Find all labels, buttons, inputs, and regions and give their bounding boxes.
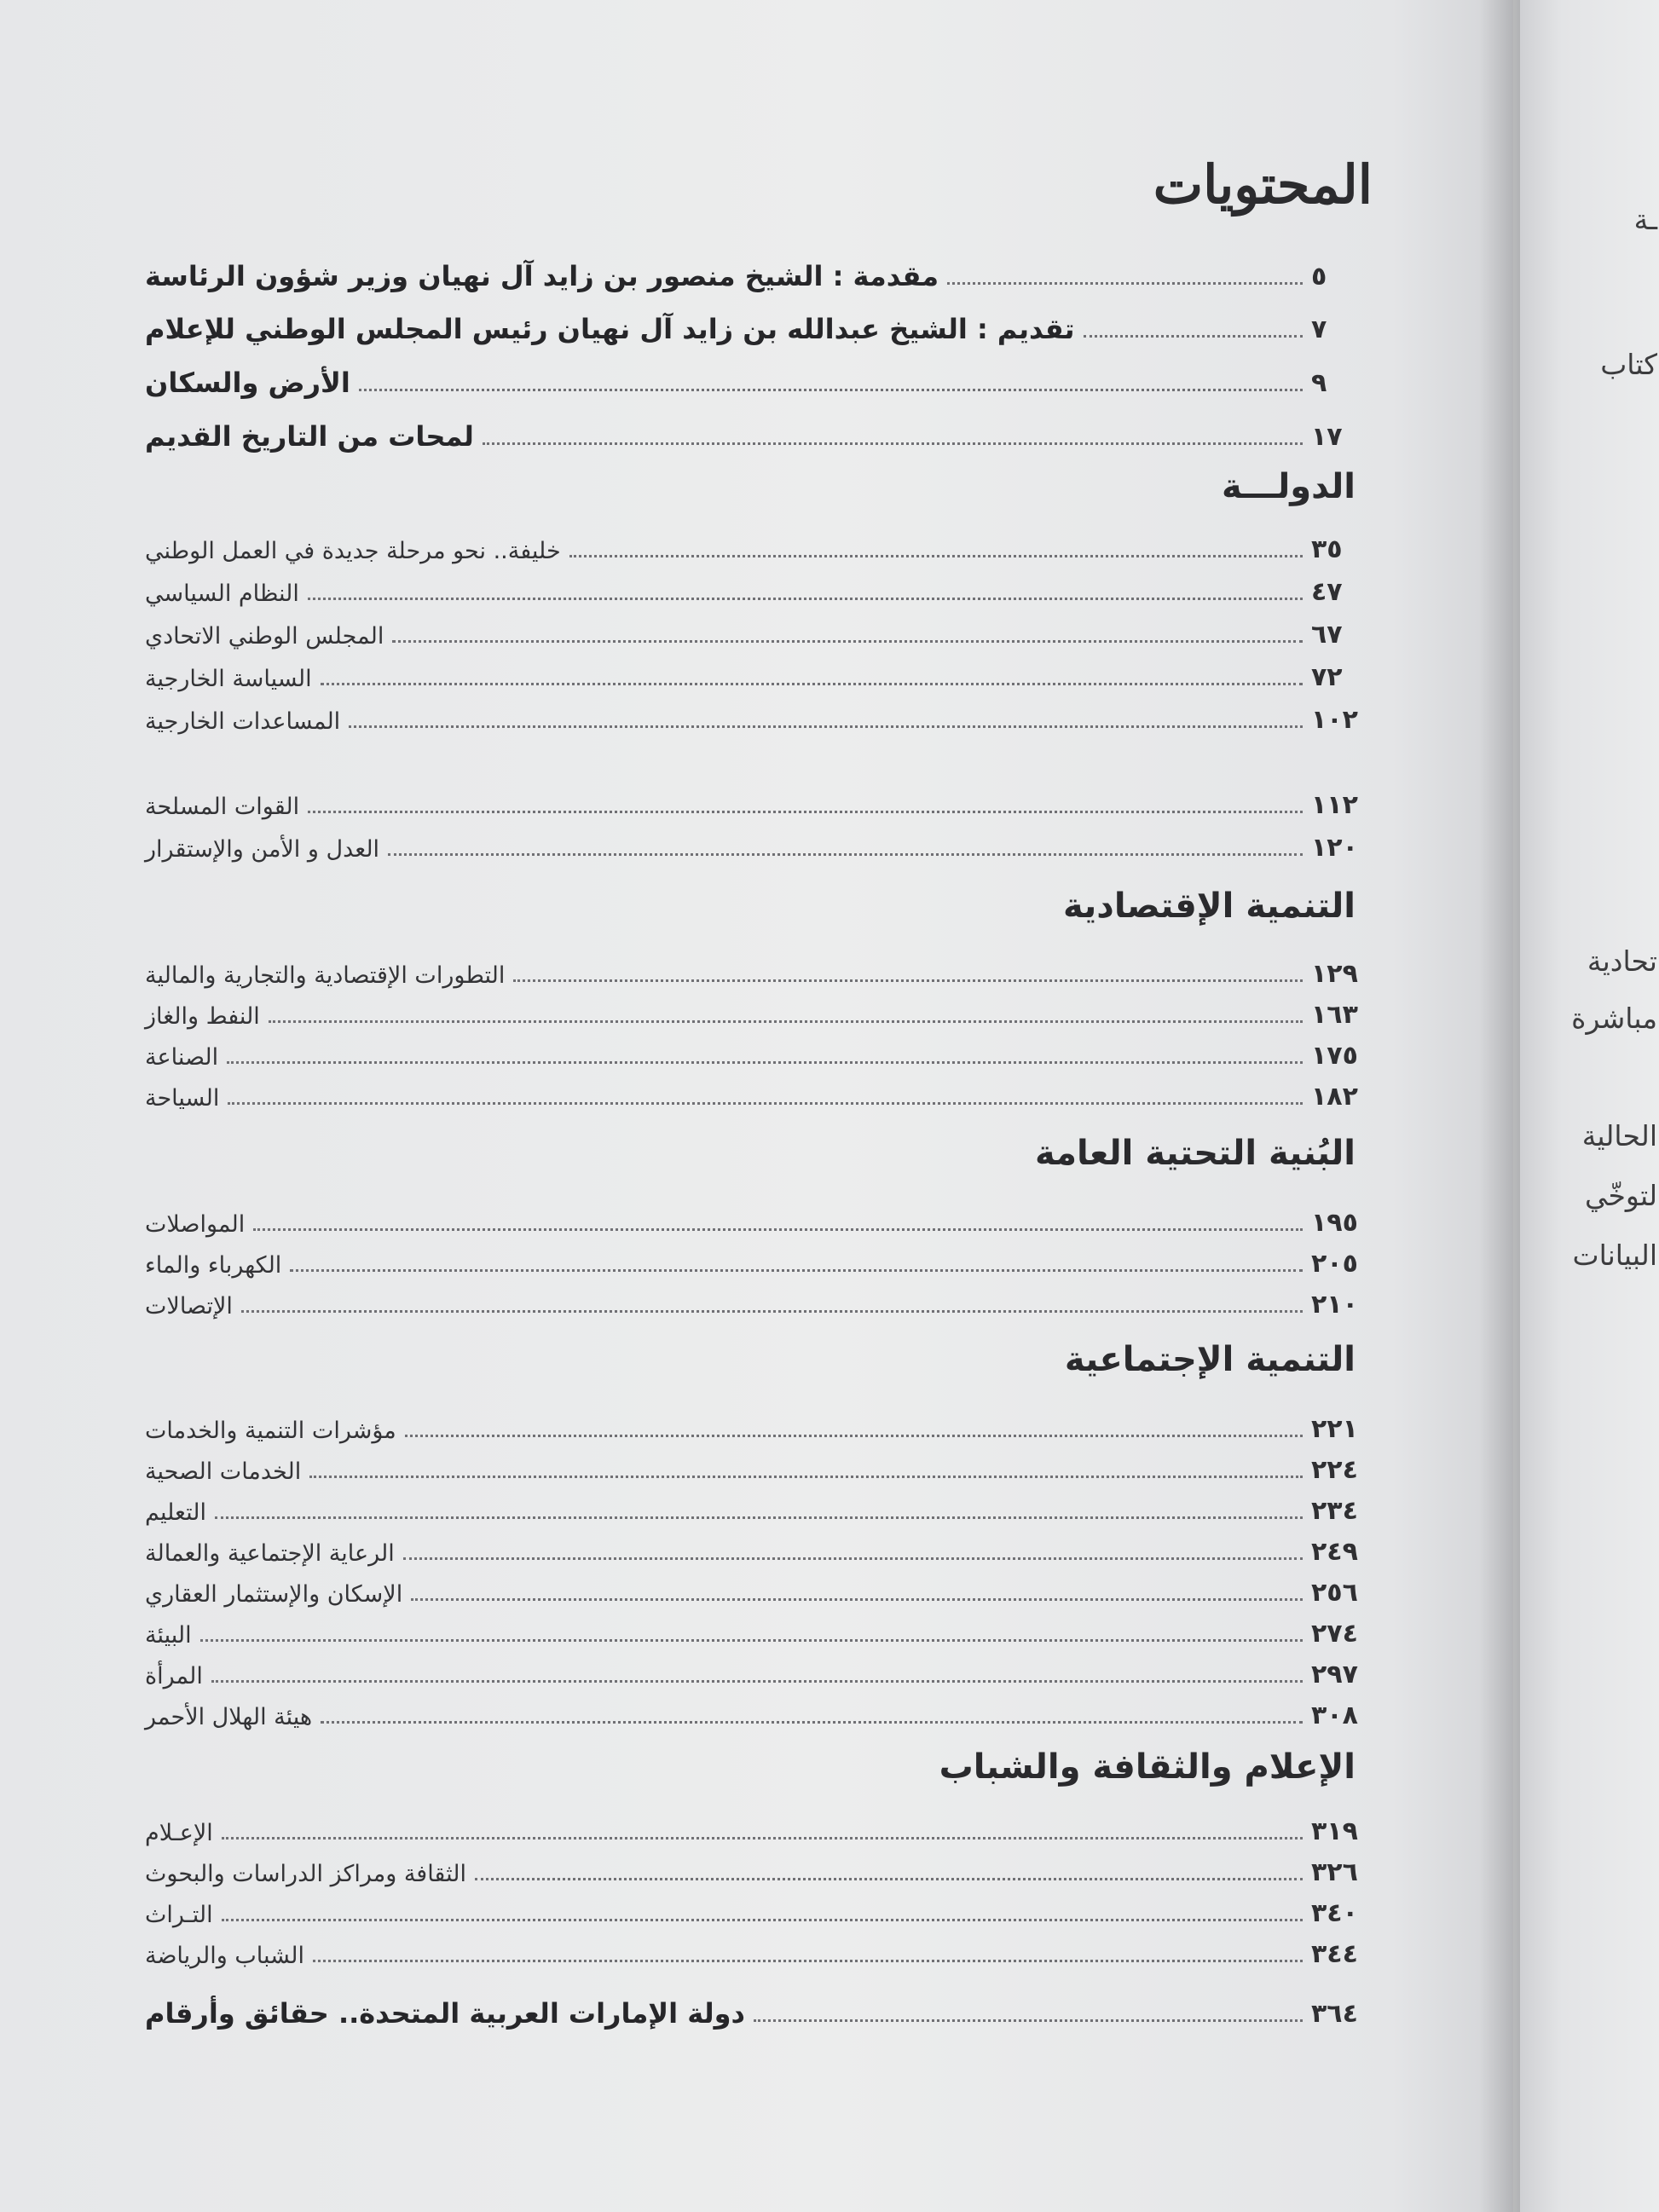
entry-label: هيئة الهلال الأحمر	[145, 1704, 313, 1730]
dot-leader	[200, 1639, 1303, 1642]
toc-entry	[145, 648, 1373, 690]
entry-page-number: ٣٥	[1311, 534, 1343, 564]
entry-label: النفط والغاز	[145, 1003, 260, 1030]
dot-leader	[392, 640, 1303, 643]
entry-page-number: ٢٩٧	[1311, 1660, 1358, 1689]
dot-leader	[313, 1960, 1303, 1962]
entry-label: الكهرباء والماء	[145, 1252, 282, 1279]
entry-label: المساعدات الخارجية	[145, 708, 341, 735]
next-page-text: كتاب	[1600, 348, 1657, 381]
dot-leader	[483, 442, 1303, 445]
toc-entry	[145, 247, 1373, 290]
dot-leader	[241, 1310, 1303, 1313]
entry-label: المواصلات	[145, 1211, 246, 1238]
toc-entry	[145, 1067, 1373, 1110]
dot-leader	[222, 1919, 1303, 1921]
entry-page-number: ١٢٩	[1311, 959, 1358, 989]
toc-entry	[145, 776, 1373, 818]
dot-leader	[1084, 335, 1303, 338]
entry-page-number: ٢٤٩	[1311, 1537, 1358, 1567]
toc-entry	[145, 1193, 1373, 1236]
toc-entry	[145, 1843, 1373, 1886]
entry-label: مقدمة : الشيخ منصور بن زايد آل نهيان وزير شؤون الرئاسة	[145, 260, 939, 292]
entry-label: مؤشرات التنمية والخدمات	[145, 1418, 396, 1444]
entry-page-number: ٣٤٠	[1311, 1898, 1358, 1928]
toc-entry	[145, 520, 1373, 563]
next-page-text: تحادية	[1587, 944, 1657, 978]
toc-entry	[145, 1441, 1373, 1483]
entry-page-number: ١٧	[1311, 422, 1343, 452]
toc-entry	[145, 1604, 1373, 1647]
dot-leader	[228, 1102, 1303, 1105]
entry-page-number: ٢١٠	[1311, 1290, 1358, 1320]
toc-entry	[145, 985, 1373, 1028]
dot-leader	[569, 555, 1303, 557]
toc-entry	[145, 1522, 1373, 1565]
dot-leader	[290, 1269, 1303, 1272]
toc-entry	[145, 605, 1373, 648]
dot-leader	[405, 1435, 1303, 1437]
entry-label: الإعـلام	[145, 1820, 213, 1846]
toc-entry	[145, 563, 1373, 605]
dot-leader	[947, 282, 1303, 285]
toc-entry	[145, 1645, 1373, 1688]
entry-label: السياحة	[145, 1085, 220, 1112]
entry-label: السياسة الخارجية	[145, 666, 312, 692]
dot-leader	[359, 389, 1303, 391]
entry-page-number: ٣٤٤	[1311, 1939, 1358, 1969]
toc-entry	[145, 1884, 1373, 1926]
entry-page-number: ٢٧٤	[1311, 1619, 1358, 1649]
entry-label: المجلس الوطني الاتحادي	[145, 623, 384, 650]
toc-entry	[145, 1234, 1373, 1277]
dot-leader	[215, 1516, 1303, 1519]
section-title: البُنية التحتية العامة	[1035, 1134, 1356, 1173]
dot-leader	[403, 1557, 1303, 1560]
section-title: الدولـــة	[1222, 467, 1356, 506]
dot-leader	[754, 2019, 1303, 2022]
section-title: التنمية الإقتصادية	[1063, 887, 1356, 926]
book-page-right-edge	[1520, 0, 1659, 2212]
entry-label: التطورات الإقتصادية والتجارية والمالية	[145, 962, 506, 989]
entry-page-number: ٢٥٦	[1311, 1578, 1358, 1608]
next-page-text: البيانات	[1572, 1239, 1657, 1272]
dot-leader	[269, 1020, 1303, 1023]
entry-page-number: ٢٢٤	[1311, 1455, 1358, 1485]
next-page-text: مباشرة	[1571, 1002, 1657, 1035]
entry-page-number: ٢٠٥	[1311, 1249, 1358, 1279]
entry-label: البيئة	[145, 1622, 192, 1649]
dot-leader	[411, 1598, 1303, 1601]
dot-leader	[321, 1721, 1303, 1724]
toc-entry	[145, 1563, 1373, 1606]
book-gutter-shadow	[1479, 0, 1520, 2212]
entry-page-number: ٤٧	[1311, 577, 1343, 607]
entry-label: خليفة.. نحو مرحلة جديدة في العمل الوطني	[145, 538, 561, 564]
entry-label: الصناعة	[145, 1044, 219, 1071]
next-page-text: لتوخّي	[1585, 1179, 1657, 1212]
toc-entry	[145, 354, 1373, 399]
entry-label: لمحات من التاريخ القديم	[145, 420, 474, 453]
entry-label: النظام السياسي	[145, 580, 299, 607]
entry-label: التعليم	[145, 1499, 206, 1526]
entry-label: التـراث	[145, 1902, 213, 1928]
entry-page-number: ٩	[1311, 368, 1327, 398]
entry-page-number: ١٧٥	[1311, 1041, 1358, 1071]
entry-label: الإتصالات	[145, 1293, 233, 1320]
entry-page-number: ٦٧	[1311, 620, 1343, 650]
toc-entry	[145, 1686, 1373, 1729]
dot-leader	[227, 1061, 1303, 1064]
toc-entry	[145, 300, 1373, 343]
entry-page-number: ٣١٩	[1311, 1816, 1358, 1846]
entry-page-number: ٥	[1311, 262, 1327, 292]
dot-leader	[308, 598, 1303, 600]
toc-entry	[145, 1802, 1373, 1845]
entry-page-number: ١٠٢	[1311, 705, 1358, 735]
dot-leader	[253, 1228, 1303, 1231]
next-page-text: الحالية	[1581, 1119, 1657, 1152]
entry-page-number: ٢٢١	[1311, 1414, 1358, 1444]
entry-page-number: ٣٦٤	[1311, 1999, 1358, 2029]
toc-entry	[145, 1275, 1373, 1318]
entry-page-number: ٢٣٤	[1311, 1496, 1358, 1526]
toc-entry	[145, 690, 1373, 733]
toc-entry	[145, 1026, 1373, 1069]
dot-leader	[309, 1476, 1303, 1478]
dot-leader	[388, 853, 1303, 856]
toc-entry	[145, 407, 1373, 453]
entry-label: تقديم : الشيخ عبدالله بن زايد آل نهيان رئيس المجلس الوطني للإعلام	[145, 313, 1075, 345]
dot-leader	[513, 979, 1303, 982]
entry-label: الإسكان والإستثمار العقاري	[145, 1581, 403, 1608]
dot-leader	[308, 811, 1303, 813]
table-of-contents	[145, 0, 1373, 2212]
toc-entry	[145, 944, 1373, 987]
next-page-text: ـة	[1633, 203, 1657, 236]
entry-page-number: ١٩٥	[1311, 1208, 1358, 1238]
entry-label: الأرض والسكان	[145, 367, 350, 399]
section-title: الإعلام والثقافة والشباب	[939, 1747, 1356, 1787]
entry-label: الشباب والرياضة	[145, 1943, 304, 1969]
entry-page-number: ٧٢	[1311, 662, 1343, 692]
toc-entry	[145, 818, 1373, 861]
toc-entry	[145, 1481, 1373, 1524]
entry-label: الثقافة ومراكز الدراسات والبحوث	[145, 1861, 466, 1887]
entry-label: المرأة	[145, 1663, 203, 1689]
entry-page-number: ٧	[1311, 315, 1327, 344]
entry-page-number: ١٨٢	[1311, 1082, 1358, 1112]
dot-leader	[211, 1680, 1303, 1683]
dot-leader	[222, 1837, 1303, 1839]
entry-label: العدل و الأمن والإستقرار	[145, 836, 380, 863]
entry-page-number: ٣٢٦	[1311, 1857, 1358, 1887]
entry-page-number: ١١٢	[1311, 790, 1358, 820]
entry-page-number: ٣٠٨	[1311, 1701, 1358, 1730]
dot-leader	[475, 1878, 1303, 1880]
dot-leader	[349, 725, 1303, 728]
toc-entry	[145, 1925, 1373, 1967]
dot-leader	[321, 683, 1303, 685]
entry-page-number: ١٢٠	[1311, 833, 1358, 863]
entry-label: القوات المسلحة	[145, 794, 300, 820]
entry-label: الخدمات الصحية	[145, 1458, 302, 1485]
entry-label: الرعاية الإجتماعية والعمالة	[145, 1540, 395, 1567]
toc-entry	[145, 1400, 1373, 1442]
entry-page-number: ١٦٣	[1311, 1000, 1358, 1030]
toc-entry	[145, 1984, 1373, 2030]
entry-label: دولة الإمارات العربية المتحدة.. حقائق وأرقام	[145, 1997, 745, 2030]
section-title: التنمية الإجتماعية	[1064, 1340, 1356, 1379]
toc-title: المحتويات	[1153, 153, 1373, 216]
